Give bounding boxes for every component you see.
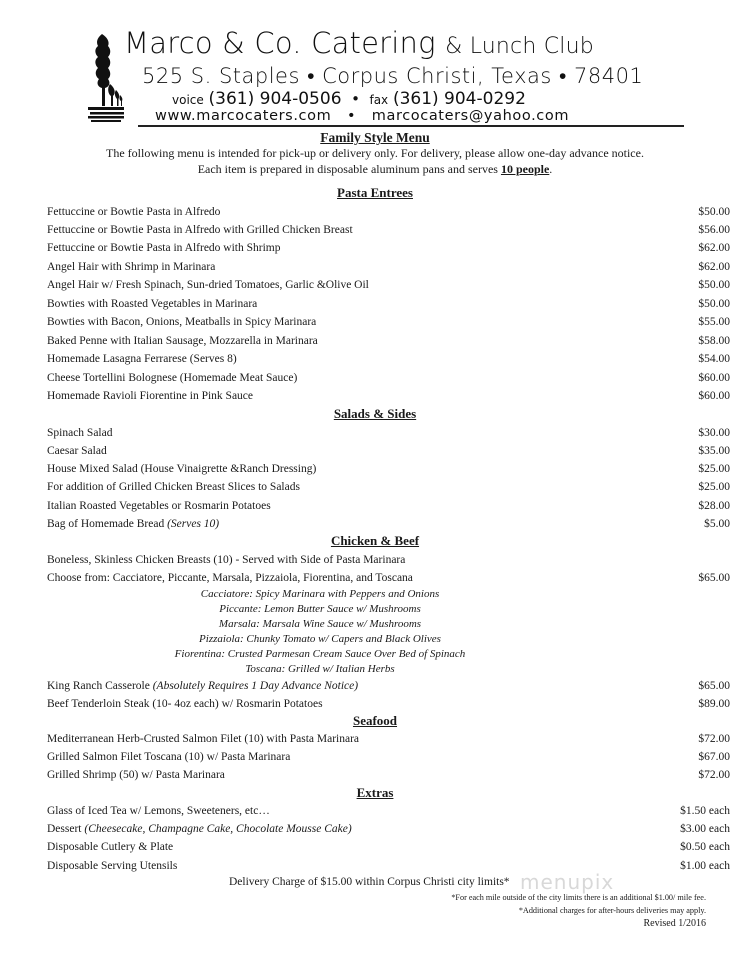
menu-item xyxy=(47,258,730,276)
note-after-hours: *Additional charges for after-hours deliveries may apply. xyxy=(518,906,706,915)
item-price: $72.00 xyxy=(698,769,730,781)
item-name: Caesar Salad xyxy=(47,445,107,457)
item-price: $72.00 xyxy=(698,733,730,745)
menu-item xyxy=(47,276,730,294)
business-address: 525 S. Staples • Corpus Christi, Texas • 78401 xyxy=(142,64,644,88)
item-price: $60.00 xyxy=(698,390,730,402)
sauce-fiorentina: Fiorentina: Crusted Parmesan Cream Sauce Over Bed of Spinach xyxy=(174,648,466,660)
item-price: $1.00 each xyxy=(680,860,730,872)
menu-item xyxy=(47,838,730,856)
menu-item xyxy=(47,239,730,257)
revised-date: Revised 1/2016 xyxy=(643,918,706,929)
menu-item xyxy=(47,820,730,838)
menu-item xyxy=(47,748,730,766)
item-name: Fettuccine or Bowtie Pasta in Alfredo with Shrimp xyxy=(47,242,281,254)
letterhead xyxy=(88,28,684,124)
item-price: $25.00 xyxy=(698,481,730,493)
menu-item xyxy=(47,295,730,313)
letterhead-divider xyxy=(138,125,684,127)
item-name: Angel Hair w/ Fresh Spinach, Sun-dried Tomatoes, Garlic &Olive Oil xyxy=(47,279,369,291)
item-price: $89.00 xyxy=(698,698,730,710)
item-name: Disposable Serving Utensils xyxy=(47,860,178,872)
intro-line-2 xyxy=(0,162,750,178)
item-price: $0.50 each xyxy=(680,841,730,853)
item-price: $67.00 xyxy=(698,751,730,763)
section-title-extras: Extras xyxy=(356,785,394,800)
menu-item xyxy=(47,730,730,748)
item-price: $58.00 xyxy=(698,335,730,347)
serving-size: 10 people xyxy=(500,161,550,176)
business-name xyxy=(124,26,594,60)
item-name: Boneless, Skinless Chicken Breasts (10) - Served with Side of Pasta Marinara xyxy=(47,554,406,566)
menu-item xyxy=(47,478,730,496)
item-name: Spinach Salad xyxy=(47,427,113,439)
item-name-text: Bag of Homemade Bread xyxy=(47,518,168,530)
menu-item xyxy=(47,857,730,875)
item-name-text: Dessert xyxy=(47,823,85,835)
menu-item xyxy=(47,332,730,350)
item-price: $5.00 xyxy=(704,518,730,530)
section-title-chicken-beef: Chicken & Beef xyxy=(330,533,420,548)
delivery-charge: Delivery Charge of $15.00 within Corpus Christi city limits* xyxy=(229,876,510,888)
menu-header xyxy=(0,130,750,177)
sauce-descriptions xyxy=(0,587,640,677)
item-name: Bowties with Roasted Vegetables in Marinara xyxy=(47,298,258,310)
menu-item xyxy=(47,569,730,587)
item-price: $56.00 xyxy=(698,224,730,236)
intro-line-1: The following menu is intended for pick-up or delivery only. For delivery, please allow one-day advance notice. xyxy=(106,146,644,160)
separator-dot: • xyxy=(351,90,360,108)
item-price: $60.00 xyxy=(698,372,730,384)
menu-item xyxy=(47,221,730,239)
sauce-marsala: Marsala: Marsala Wine Sauce w/ Mushrooms xyxy=(218,618,422,630)
item-price: $55.00 xyxy=(698,316,730,328)
menu-item xyxy=(47,695,730,713)
item-price: $30.00 xyxy=(698,427,730,439)
sauce-pizzaiola: Pizzaiola: Chunky Tomato w/ Capers and Black Olives xyxy=(199,633,441,645)
item-name: For addition of Grilled Chicken Breast Slices to Salads xyxy=(47,481,300,493)
voice-number: (361) 904-0506 xyxy=(208,89,342,109)
item-name: Grilled Salmon Filet Toscana (10) w/ Pasta Marinara xyxy=(47,751,291,763)
item-name: Glass of Iced Tea w/ Lemons, Sweeteners, etc… xyxy=(47,805,270,817)
item-price: $50.00 xyxy=(698,206,730,218)
menu-item xyxy=(47,424,730,442)
item-price: $50.00 xyxy=(698,298,730,310)
section-title-salads: Salads & Sides xyxy=(333,406,417,421)
item-name: Choose from: Cacciatore, Piccante, Marsala, Pizzaiola, Fiorentina, and Toscana xyxy=(47,572,413,584)
fax-label: fax xyxy=(369,93,389,107)
item-price: $54.00 xyxy=(698,353,730,365)
item-name: Baked Penne with Italian Sausage, Mozzarella in Marinara xyxy=(47,335,318,347)
contact-phones xyxy=(172,89,526,109)
footer-notes xyxy=(451,891,706,931)
contact-web xyxy=(155,108,569,124)
item-note: (Absolutely Requires 1 Day Advance Notice) xyxy=(152,680,359,692)
voice-label: voice xyxy=(172,93,204,107)
item-price: $28.00 xyxy=(698,500,730,512)
item-name: Fettuccine or Bowtie Pasta in Alfredo xyxy=(47,206,221,218)
menu-item xyxy=(47,442,730,460)
menu-item xyxy=(47,551,730,569)
item-name: Mediterranean Herb-Crusted Salmon Filet (10) with Pasta Marinara xyxy=(47,733,360,745)
item-name: Bowties with Bacon, Onions, Meatballs in Spicy Marinara xyxy=(47,316,317,328)
note-mileage: *For each mile outside of the city limits there is an additional $1.00/ mile fee. xyxy=(451,893,706,902)
menu-item xyxy=(47,515,730,533)
item-name: Angel Hair with Shrimp in Marinara xyxy=(47,261,216,273)
menu-item xyxy=(47,313,730,331)
menu-item xyxy=(47,497,730,515)
item-name xyxy=(47,515,219,533)
fax-number: (361) 904-0292 xyxy=(392,89,526,109)
menu-item xyxy=(47,387,730,405)
menu-item xyxy=(47,203,730,221)
item-name: Fettuccine or Bowtie Pasta in Alfredo with Grilled Chicken Breast xyxy=(47,224,353,236)
item-price: $65.00 xyxy=(698,572,730,584)
menu-item xyxy=(47,677,730,695)
business-name-main: Marco & Co. Catering xyxy=(124,26,436,60)
menu-item xyxy=(47,802,730,820)
menu-item xyxy=(47,350,730,368)
watermark: menupix xyxy=(520,870,615,894)
separator-dot: • xyxy=(346,108,357,124)
item-name: Grilled Shrimp (50) w/ Pasta Marinara xyxy=(47,769,225,781)
item-name-text: King Ranch Casserole xyxy=(47,680,153,692)
item-price: $65.00 xyxy=(698,680,730,692)
item-name: Homemade Ravioli Fiorentine in Pink Sauce xyxy=(47,390,254,402)
sauce-piccante: Piccante: Lemon Butter Sauce w/ Mushrooms xyxy=(219,603,421,615)
menu-title: Family Style Menu xyxy=(320,130,430,145)
item-name: Cheese Tortellini Bolognese (Homemade Meat Sauce) xyxy=(47,372,298,384)
item-name: Italian Roasted Vegetables or Rosmarin Potatoes xyxy=(47,500,271,512)
item-name xyxy=(47,677,358,695)
menu-item xyxy=(47,766,730,784)
item-name: Disposable Cutlery & Plate xyxy=(47,841,174,853)
item-price: $62.00 xyxy=(698,242,730,254)
section-title-pasta: Pasta Entrees xyxy=(337,185,413,200)
item-price: $62.00 xyxy=(698,261,730,273)
sauce-cacciatore: Cacciatore: Spicy Marinara with Peppers and Onions xyxy=(200,588,440,600)
menu-item xyxy=(47,460,730,478)
item-price: $25.00 xyxy=(698,463,730,475)
item-name: Homemade Lasagna Ferrarese (Serves 8) xyxy=(47,353,237,365)
tree-logo-icon xyxy=(88,32,124,122)
intro-period: . xyxy=(549,161,553,176)
item-name: House Mixed Salad (House Vinaigrette &Ranch Dressing) xyxy=(47,463,317,475)
item-note: (Serves 10) xyxy=(167,518,220,530)
website-link[interactable]: www.marcocaters.com xyxy=(155,108,332,124)
intro-text: Each item is prepared in disposable aluminum pans and serves xyxy=(197,161,501,176)
item-name xyxy=(47,820,352,838)
menu-item xyxy=(47,369,730,387)
item-price: $35.00 xyxy=(698,445,730,457)
item-price: $50.00 xyxy=(698,279,730,291)
sauce-toscana: Toscana: Grilled w/ Italian Herbs xyxy=(245,663,395,675)
item-price: $3.00 each xyxy=(680,823,730,835)
item-name: Beef Tenderloin Steak (10- 4oz each) w/ Rosmarin Potatoes xyxy=(47,698,323,710)
email-link[interactable]: marcocaters@yahoo.com xyxy=(371,108,570,124)
item-note: (Cheesecake, Champagne Cake, Chocolate Mousse Cake) xyxy=(84,823,352,835)
item-price: $1.50 each xyxy=(680,805,730,817)
business-name-suffix: & Lunch Club xyxy=(445,34,594,59)
section-title-seafood: Seafood xyxy=(352,713,398,728)
